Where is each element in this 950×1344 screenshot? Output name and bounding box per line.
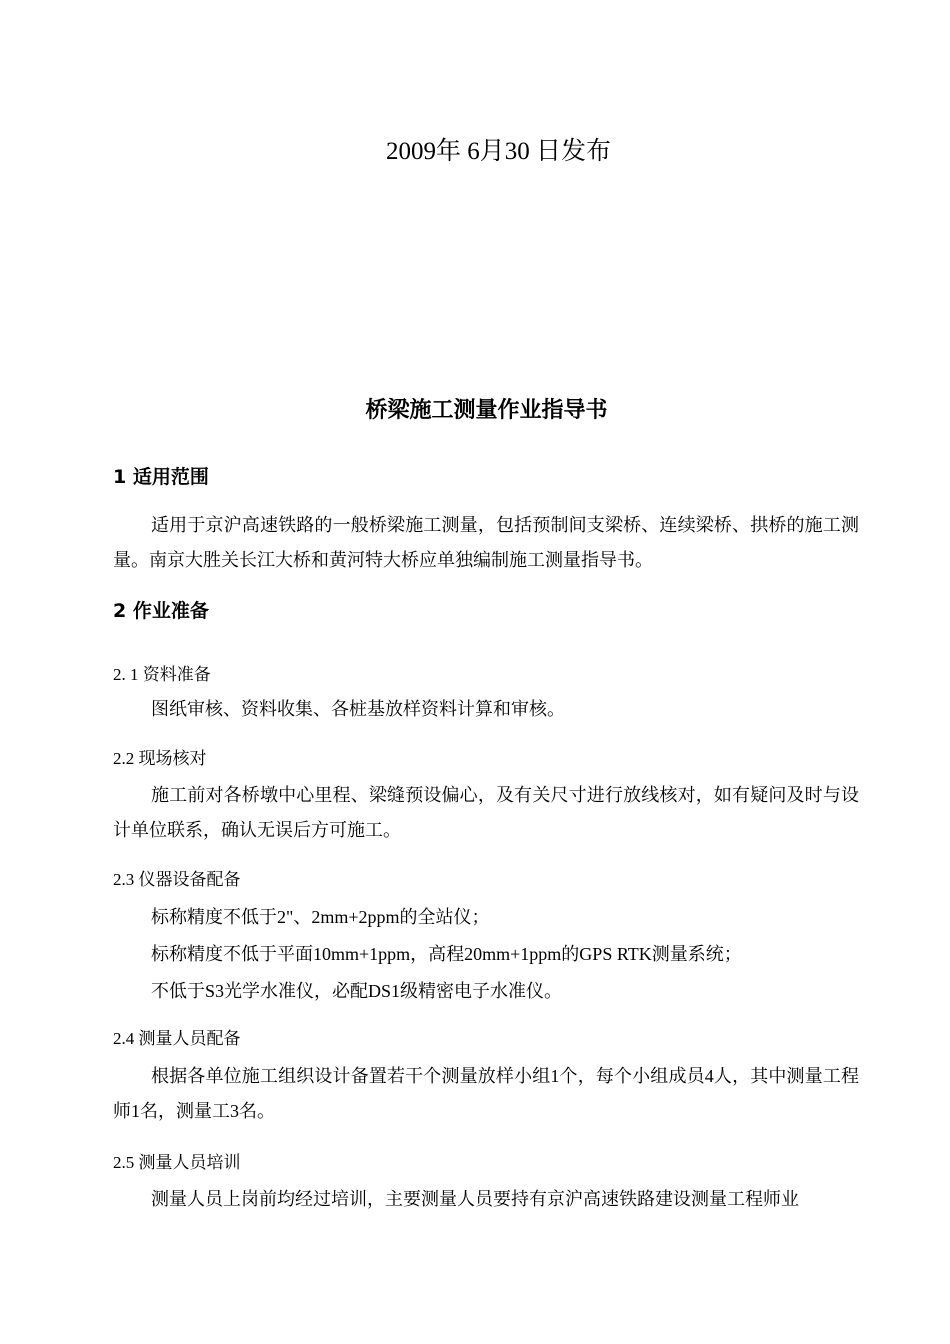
subsection-heading-materials: 2. 1 资料准备 xyxy=(113,665,211,684)
section-paragraph-scope: 适用于京沪高速铁路的一般桥梁施工测量，包括预制间支梁桥、连续梁桥、拱桥的施工测量。南京大胜关长江大桥和黄河特大桥应单独编制施工测量指导书。 xyxy=(113,515,859,570)
subsection-paragraph-materials: 图纸审核、资料收集、各桩基放样资料计算和审核。 xyxy=(151,699,565,719)
subsection-heading-site-check: 2.2 现场核对 xyxy=(113,749,207,768)
subsection-paragraph-training: 测量人员上岗前均经过培训，主要测量人员要持有京沪高速铁路建设测量工程师业 xyxy=(151,1189,799,1209)
publish-date: 2009年 6月30 日发布 xyxy=(385,138,611,165)
subsection-heading-equipment: 2.3 仪器设备配备 xyxy=(113,870,241,889)
subsection-paragraph-staffing: 根据各单位施工组织设计备置若干个测量放样小组1个，每个小组成员4人，其中测量工程师1名，测量工3名。 xyxy=(113,1066,859,1121)
section-heading-preparation: 2 作业准备 xyxy=(113,600,209,622)
section-heading-scope: 1 适用范围 xyxy=(113,466,209,488)
subsection-heading-training: 2.5 测量人员培训 xyxy=(113,1153,241,1172)
subsection-heading-staffing: 2.4 测量人员配备 xyxy=(113,1029,241,1048)
subsection-paragraph-site-check: 施工前对各桥墩中心里程、梁缝预设偏心，及有关尺寸进行放线核对，如有疑问及时与设计单位联系，确认无误后方可施工。 xyxy=(113,785,859,840)
equipment-line-level: 不低于S3光学水准仪，必配DS1级精密电子水准仪。 xyxy=(151,981,563,1001)
equipment-line-total-station: 标称精度不低于2"、2mm+2ppm的全站仪； xyxy=(151,907,490,927)
document-title: 桥梁施工测量作业指导书 xyxy=(365,398,608,423)
equipment-line-gps-rtk: 标称精度不低于平面10mm+1ppm，高程20mm+1ppm的GPS RTK测量系统； xyxy=(151,944,742,964)
